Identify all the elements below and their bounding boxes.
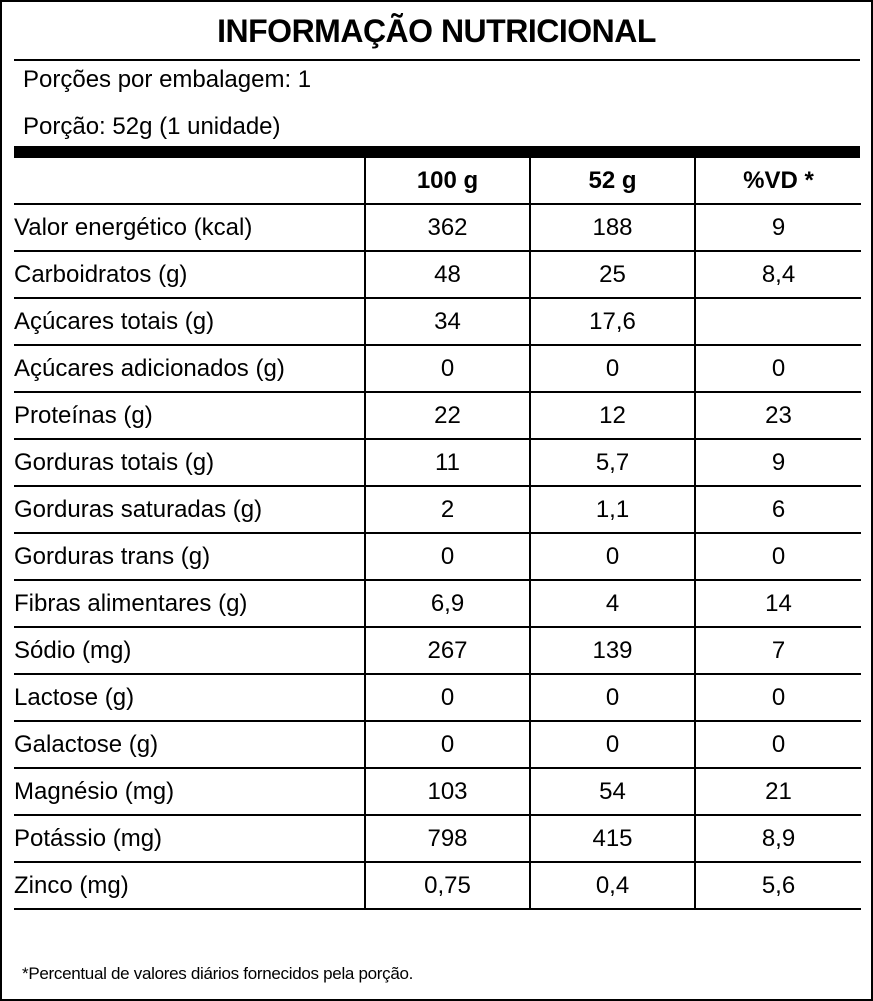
label-title: INFORMAÇÃO NUTRICIONAL [217,13,656,49]
value-per-serving: 188 [530,204,695,251]
servings-per-package: Porções por embalagem: 1 [23,66,312,93]
table-body [14,204,861,909]
value-daily-percent: 0 [695,674,861,721]
nutrient-name: Açúcares adicionados (g) [14,345,365,392]
value-per-100g: 798 [365,815,530,862]
table-row [14,768,861,815]
value-per-100g: 0 [365,533,530,580]
value-per-100g: 0 [365,345,530,392]
value-daily-percent [695,298,861,345]
value-per-serving: 1,1 [530,486,695,533]
value-per-100g: 362 [365,204,530,251]
value-daily-percent: 9 [695,204,861,251]
value-per-100g: 22 [365,392,530,439]
table-row [14,721,861,768]
value-daily-percent: 14 [695,580,861,627]
nutrient-name: Gorduras totais (g) [14,439,365,486]
table-row [14,251,861,298]
value-per-serving: 12 [530,392,695,439]
value-per-serving: 415 [530,815,695,862]
value-per-serving: 0 [530,533,695,580]
header-nutrient [14,158,365,204]
nutrient-name: Lactose (g) [14,674,365,721]
nutrient-name: Fibras alimentares (g) [14,580,365,627]
table-row [14,627,861,674]
table-row [14,674,861,721]
thick-divider [14,146,860,158]
value-per-serving: 25 [530,251,695,298]
nutrient-name: Gorduras trans (g) [14,533,365,580]
value-daily-percent: 0 [695,345,861,392]
table-row [14,580,861,627]
header-daily-value: %VD * [695,158,861,204]
value-daily-percent: 5,6 [695,862,861,909]
value-per-serving: 139 [530,627,695,674]
table-row [14,345,861,392]
nutrient-name: Galactose (g) [14,721,365,768]
value-per-100g: 2 [365,486,530,533]
value-daily-percent: 21 [695,768,861,815]
table-row [14,815,861,862]
nutrient-name: Valor energético (kcal) [14,204,365,251]
nutrient-name: Gorduras saturadas (g) [14,486,365,533]
header-per-100g: 100 g [365,158,530,204]
header-per-serving: 52 g [530,158,695,204]
serving-size: Porção: 52g (1 unidade) [23,113,281,140]
value-daily-percent: 9 [695,439,861,486]
value-daily-percent: 8,4 [695,251,861,298]
value-per-serving: 0 [530,721,695,768]
value-per-serving: 5,7 [530,439,695,486]
table-header-row [14,158,861,204]
value-per-serving: 0 [530,345,695,392]
title-divider [14,59,860,61]
value-per-100g: 0 [365,674,530,721]
table-row [14,204,861,251]
value-daily-percent: 0 [695,533,861,580]
value-per-100g: 267 [365,627,530,674]
value-daily-percent: 0 [695,721,861,768]
nutrient-name: Sódio (mg) [14,627,365,674]
value-per-100g: 11 [365,439,530,486]
value-per-100g: 103 [365,768,530,815]
table-row [14,439,861,486]
table-row [14,298,861,345]
table-row [14,486,861,533]
value-daily-percent: 6 [695,486,861,533]
table-row [14,392,861,439]
value-per-serving: 0 [530,674,695,721]
value-daily-percent: 8,9 [695,815,861,862]
value-per-100g: 48 [365,251,530,298]
nutrition-table [14,158,861,910]
value-per-100g: 34 [365,298,530,345]
nutrient-name: Magnésio (mg) [14,768,365,815]
value-per-serving: 0,4 [530,862,695,909]
value-per-100g: 0,75 [365,862,530,909]
table-row [14,533,861,580]
value-per-serving: 4 [530,580,695,627]
value-per-serving: 54 [530,768,695,815]
footnote: *Percentual de valores diários fornecidos pela porção. [22,964,414,983]
nutrient-name: Açúcares totais (g) [14,298,365,345]
value-daily-percent: 7 [695,627,861,674]
value-per-100g: 6,9 [365,580,530,627]
nutrient-name: Proteínas (g) [14,392,365,439]
nutrient-name: Zinco (mg) [14,862,365,909]
nutrient-name: Potássio (mg) [14,815,365,862]
value-per-serving: 17,6 [530,298,695,345]
value-per-100g: 0 [365,721,530,768]
table-row [14,862,861,909]
nutrient-name: Carboidratos (g) [14,251,365,298]
value-daily-percent: 23 [695,392,861,439]
